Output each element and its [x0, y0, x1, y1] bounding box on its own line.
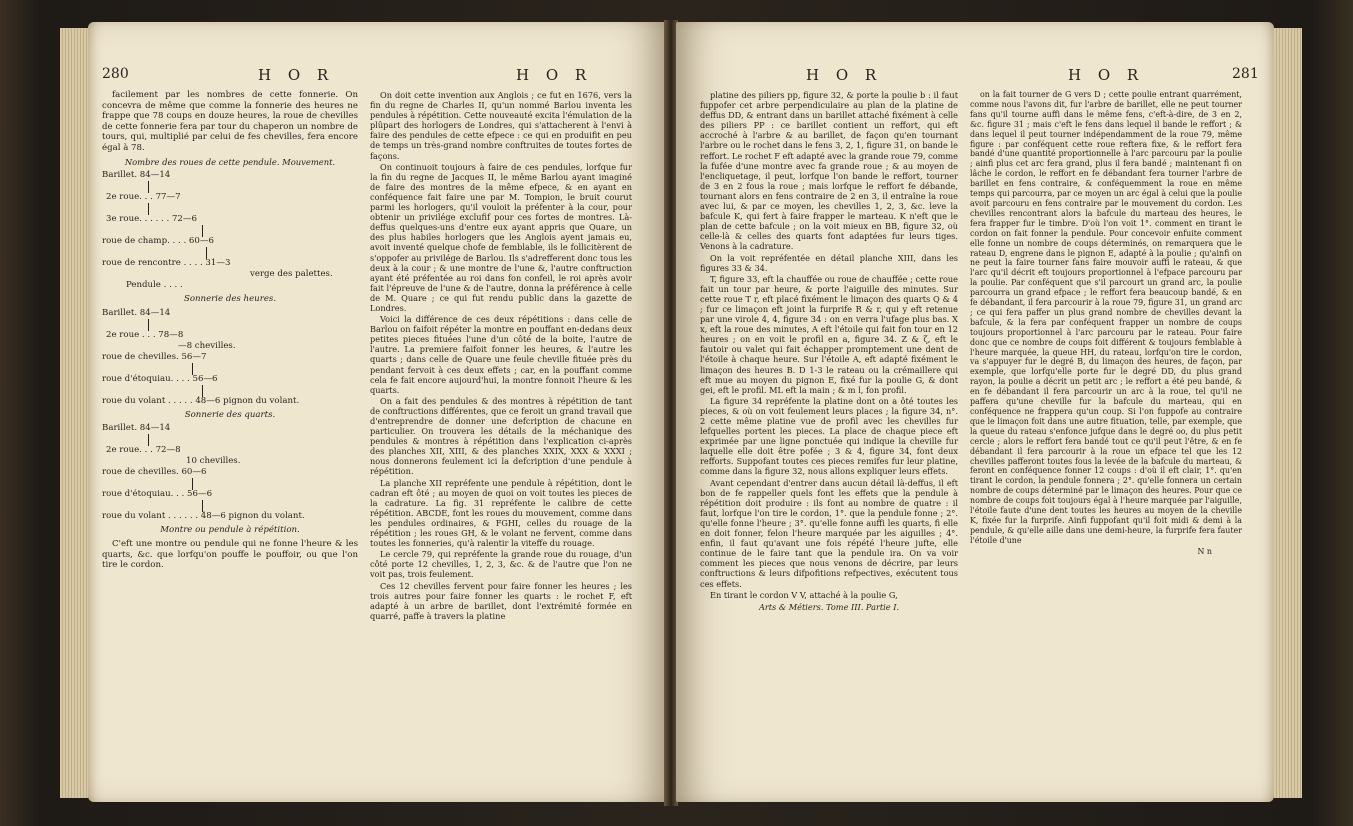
train-line: Barillet. 84—14 [102, 307, 171, 318]
paragraph: La figure 34 repréfente la platine dont on a ôté toutes les pieces, & où on voit feulement leurs places ; la figure 34, n°. 2 cette même platine vue de profil avec les chevilles fur lefquelles portent les pieces. La place de chaque piece eft exprimée par une ligne ponctuée qui indique la cheville fur laquelle elle doit être pofée ; 3 & 4, figure 34, font deux refforts. Suppofant toutes ces pieces remifes fur leur platine, comme dans la figure 32, nous allons expliquer leurs effets. [700, 395, 958, 477]
paragraph: Avant cependant d'entrer dans aucun détail là-deffus, il eft bon de fe rappeller quels font les effets que la pendule à répétition doit produire : ils font au nombre de quatre : il faut, lorfque l'on tire le cordon, 1°. que la pendule fonne ; 2°. qu'elle fonne l'heure ; 3°. qu'elle fonne auffi les quarts, fi elle en doit fonner, felon l'heure marquée par les aiguilles ; 4°. enfin, il faut qu'avant une fois répété l'heure jufte, elle continue de le faire tant que la pendule ira. On va voir comment les pieces que nous venons de décrire, par leurs conftructions & leurs difpofitions refpectives, exécutent tous ces effets. [700, 477, 958, 589]
paragraph: On a fait des pendules & des montres à répétition de tant de conftructions différentes, que ce feroit un grand travail que d'entreprendre de donner une defcription de chacune en particulier. On trouvera les détails de la méchanique des pendules & montres à répétition dans l'explication ci-après des planches XII, XIII, & des planches XXIX, XXX & XXXI ; nous donnerons feulement ici la defcription d'une pendule à répétition. [370, 395, 632, 477]
left-page [88, 22, 666, 802]
train-line: 10 chevilles. [186, 456, 241, 467]
train-line: Pendule . . . . [126, 280, 183, 291]
train-line: 2e roue. . . 72—8 [106, 445, 181, 456]
footer-imprint: Arts & Métiers. Tome III. Partie I. [758, 601, 900, 612]
train-line: Barillet. 84—14 [102, 423, 171, 434]
page-edges-right [1274, 28, 1302, 798]
paragraph: Le cercle 79, qui repréfente la grande roue du rouage, d'un côté porte 12 chevilles, 1, 2, 3, &c. & de l'autre que l'on ne voit pas, trois feulement. [370, 549, 632, 580]
paragraph: platine des piliers pp, figure 32, & porte la poulie b : il faut fuppofer cet arbre perpendiculaire au plan de la platine de deffus DD, & entrant dans un barillet attaché fixément à celle des piliers PP : ce barillet contient un reffort, qui eft accroché à l'arbre & au barillet, de façon qu'en tournant l'arbre ou le rochet dans le fens 3, 2, 1, figure 31, on bande le reffort. Le rochet F eft adapté avec la grande roue 79, comme la fufée d'une montre avec fa grande roue ; & au moyen de l'encliquetage, il peut, lorfque l'on bande le reffort, tourner de 3 en 2 fous la roue ; mais lorfque le reffort fe débande, tournant alors en fens contraire de 2 en 3, il entraîne la roue avec lui, & par ce moyen, les chevilles 1, 2, 3, &c. leve la bafcule K, qui fert à faire frapper le marteau. K n'eft que le plan de cette bafcule ; on la voit mieux en BB, figure 32, où celle-là & celles des quarts font adaptées fur leurs tiges. Venons à la cadrature. [700, 90, 958, 252]
left-column-1 [102, 90, 358, 572]
train-line: roue de chevilles. 56—7 [102, 351, 207, 362]
train-line: 3e roue. . . . . . 72—6 [106, 214, 197, 225]
paragraph: facilement par les nombres de cette fonnerie. On concevra de même que comme la fonnerie des heures ne frappe que 78 coups en douze heures, la roue de chevilles de cette fonnerie fera par tour du chaperon un nombre de tours, qui, multiplié par celui de fes chevilles, fera encore égal à 78. [102, 90, 358, 153]
train-line: roue d'étoquiau. . . 56—6 [102, 489, 213, 500]
paragraph: on la fait tourner de G vers D ; cette poulie entrant quarrément, comme nous l'avons dit, fur l'arbre de barillet, elle ne peut tourner fans qu'il tourne auffi dans le même fens, c'eft-à-dire, de 3 en 2, &c. figure 31 ; mais c'eft le fens dans lequel il bande le reffort ; & dans lequel il peut tourner indépendamment de la roue 79, même figure : par conféquent cette roue reftera fixe, & le reffort fera bandé d'une quantité proportionnelle à l'arc parcouru par la poulie ; ainfi plus cet arc fera grand, plus il fera bandé ; maintenant fi on lâche le cordon, le reffort en fe débandant fera tourner l'arbre de barillet en fens contraire, & conféquemment la roue en même temps qui parcourra, par ce moyen un arc égal à celui que la poulie avoit parcouru en fens contraire par le mouvement du cordon. Les chevilles rencontrant alors la bafcule du marteau des heures, le fera frapper fur le timbre. D'où l'on voit 1°. comment en tirant le cordon on fait fonner la pendule. Pour concevoir enfuite comment elle fonne un nombre de coups déterminés, on remarquera que le rateau D, engrene dans le pignon E, adapté à la poulie ; qu'ainfi on ne peut la faire tourner fans faire mouvoir auffi le rateau, & que l'arc qu'il décrit eft toujours proportionnel à l'efpace parcouru par la poulie. Par conféquent que s'il parcourt un grand arc, la poulie parcourra un grand efpace ; le reffort fera beaucoup bandé, & en fe débandant, il fera parcourir à la roue 79, figure 31, un grand arc ; ce qui fera paffer un plus grand nombre de chevilles devant la bafcule, & la fera par conféquent frapper un nombre de coups toujours proportionnel à l'arc parcouru par le rateau. Pour faire donc que ce nombre de coups foit différent & toujours femblable à l'heure marquée, la queue HH, du rateau, lorfqu'on tire le cordon, va s'appuyer fur le degré B, du limaçon des heures, de façon, par exemple, que lorfqu'elle porte fur le degré DD, du plus grand rayon, la poulie a décrit un petit arc ; le reffort a été peu bandé, & en fe débandant il fera parcourir un arc à la roue, tel qu'il ne paffera qu'une cheville fur la bafcule du marteau, qui en conféquence ne frappera qu'un coup. Si l'on fuppofe au contraire que le limaçon foit dans une autre fituation, telle, par exemple, que la queue du rateau s'enfonce jufque dans le degré oo, du plus petit cercle ; alors le reffort fera bandé tout ce qu'il peut l'être, & en fe débandant il fera parcourir à la roue un efpace tel que les 12 chevilles pafferont toutes fous la levée de la bafcule du marteau, & feront en conféquence fonner 12 coups : d'où il eft clair, 1°. qu'en tirant le cordon, la pendule fonnera ; 2°. qu'elle fonnera un certain nombre de coups déterminé par le limaçon des heures. Pour que ce nombre de coups foit toujours égal à l'heure marquée par l'aiguille, l'étoile faute d'une dent toutes les heures au moyen de la cheville K, fixée fur la furprife. Ainfi fuppofant qu'il foit midi & demi à la pendule, & qu'elle aille dans une demi-heure, la furprife fera fauter l'étoile d'une [970, 90, 1242, 545]
right-column-2 [970, 90, 1242, 557]
gear-train-quarts [102, 423, 358, 522]
section-heading: Sonnerie des heures. [183, 294, 277, 305]
paragraph: La planche XII repréfente une pendule à répétition, dont le cadran eft ôté ; au moyen de quoi on voit toutes les pieces de la cadrature. La fig. 31 repréfente le calibre de cette répétition. ABCDE, font les roues du mouvement, comme dans les pendules ordinaires, & FGHI, celles du rouage de la répétition ; les roues GH, & le volant ne fervent, comme dans toutes les fonneries, qu'à ralentir la viteffe du rouage. [370, 477, 632, 549]
paragraph: T, figure 33, eft la chauffée ou roue de chauffée ; cette roue fait un tour par heure, & porte l'aiguille des minutes. Sur cette roue T r, eft placé fixément le limaçon des quarts Q & 4 ; fur ce limaçon eft joint la furprife R & r, qui y eft retenue par une virole 4, 4, figure 34 : on en verra l'ufage plus bas. X x, eft la roue des minutes, A eft l'étoile qui fait fon tour en 12 heures ; on en voit le profil en a, figure 34. Z & ζ, eft le fautoir ou valet qui fait échapper promptement une dent de l'étoile à chaque heure. Sur l'étoile A, eft adapté fixément le limaçon des heures B. D 1-3 le rateau ou la crémaillere qui eft mue au moyen du pignon E, fixé fur la poulie G, & dont gei, eft le profil. ML eft la main ; & m l, fon profil. [700, 273, 958, 395]
running-head: H O R [258, 66, 335, 84]
train-line: roue du volant . . . . . . 48—6 pignon du volant. [102, 511, 305, 522]
train-line: verge des palettes. [250, 269, 333, 280]
train-line: 2e roue . . . 78—8 [106, 329, 184, 340]
section-heading: Montre ou pendule à répétition. [160, 525, 300, 536]
section-heading: Sonnerie des quarts. [184, 409, 276, 420]
paragraph: C'eft une montre ou pendule qui ne fonne l'heure & les quarts, &c. que lorfqu'on pouffe le pouffoir, ou que l'on tire le cordon. [102, 538, 358, 571]
page-number: 280 [102, 66, 129, 82]
page-number: 281 [1232, 66, 1259, 82]
paragraph: On la voit repréfentée en détail planche XIII, dans les figures 33 & 34. [700, 252, 958, 273]
train-line: roue d'étoquiau. . . . 56—6 [102, 373, 218, 384]
running-head: H O R [516, 66, 593, 84]
signature-mark: N n [1197, 546, 1212, 556]
train-line: roue de champ. . . . 60—6 [102, 236, 214, 247]
gear-train-mouvement [102, 170, 358, 291]
gear-train-heures [102, 308, 358, 407]
left-column-2 [370, 90, 632, 622]
running-head: H O R [1068, 66, 1145, 84]
paragraph: On doit cette invention aux Anglois ; ce fut en 1676, vers la fin du regne de Charles II, qu'un nommé Barlou inventa les pendules à répétition. Cette nouveauté excita l'émulation de la plûpart des horlogers de Londres, qui s'attacherent à l'envi à faire des pendules de cette efpece : ce qui en produifit en peu de temps un très-grand nombre conftruites de toutes fortes de façons. [370, 90, 632, 161]
paragraph: Voici la différence de ces deux répétitions : dans celle de Barlou on faifoit répéter la montre en pouffant en-dedans deux petites pieces fituées l'une d'un côté de la boite, l'autre de l'autre. La premiere faifoit fonner les heures, & l'autre les quarts ; dans celle de Quare une feule cheville fituée près du pendant fervoit à ces deux effets ; car, en la pouffant comme cela fe fait encore aujourd'hui, la montre fonnoit l'heure & les quarts. [370, 314, 632, 395]
train-line: —8 chevilles. [178, 340, 236, 351]
paragraph: En tirant le cordon V V, attaché à la poulie G, [710, 589, 898, 600]
paragraph: On continuoit toujours à faire de ces pendules, lorfque fur la fin du regne de Jacques II, le même Barlou ayant imaginé de faire des montres de la même efpece, & en ayant en conféquence fait faire une par M. Tompion, le bruit courut parmi les horlogers, qu'il vouloit la préfenter à la cour, pour obtenir un privilége exclufif pour ces fortes de montres. Là-deffus quelques-uns d'entre eux ayant appris que Quare, un des plus habiles horlogers que les Anglois ayent jamais eu, avoit inventé quelque chofe de femblable, ils le follicitèrent de s'oppofer au privilége de Barlou. Ils s'adrefferent donc tous les deux à la cour ; & une montre de l'une &, l'autre conftruction ayant été préfentée au roi dans fon confeil, le roi après avoir fait l'épreuve de l'une & de l'autre, donna la préférence à celle de M. Quare ; ce qui fut rendu public dans la gazette de Londres. [370, 161, 632, 313]
right-page [676, 22, 1274, 802]
train-line: roue du volant . . . . . 48—6 pignon du volant. [102, 395, 300, 406]
train-line: roue de chevilles. 60—6 [102, 467, 207, 478]
train-line: roue de rencontre . . . . 31—3 [102, 258, 231, 269]
running-head: H O R [806, 66, 883, 84]
page-edges-left [60, 28, 88, 798]
paragraph: Ces 12 chevilles fervent pour faire fonner les heures ; les trois autres pour faire fonner les quarts : le rochet F, eft adapté à un arbre de barillet, dont l'extrémité formée en quarré, paffe à travers la platine [370, 580, 632, 621]
train-line: Barillet. 84—14 [102, 170, 171, 181]
train-line: 2e roue. . . 77—7 [106, 192, 181, 203]
section-heading: Nombre des roues de cette pendule. Mouvement. [124, 156, 336, 167]
right-column-1 [700, 90, 958, 612]
